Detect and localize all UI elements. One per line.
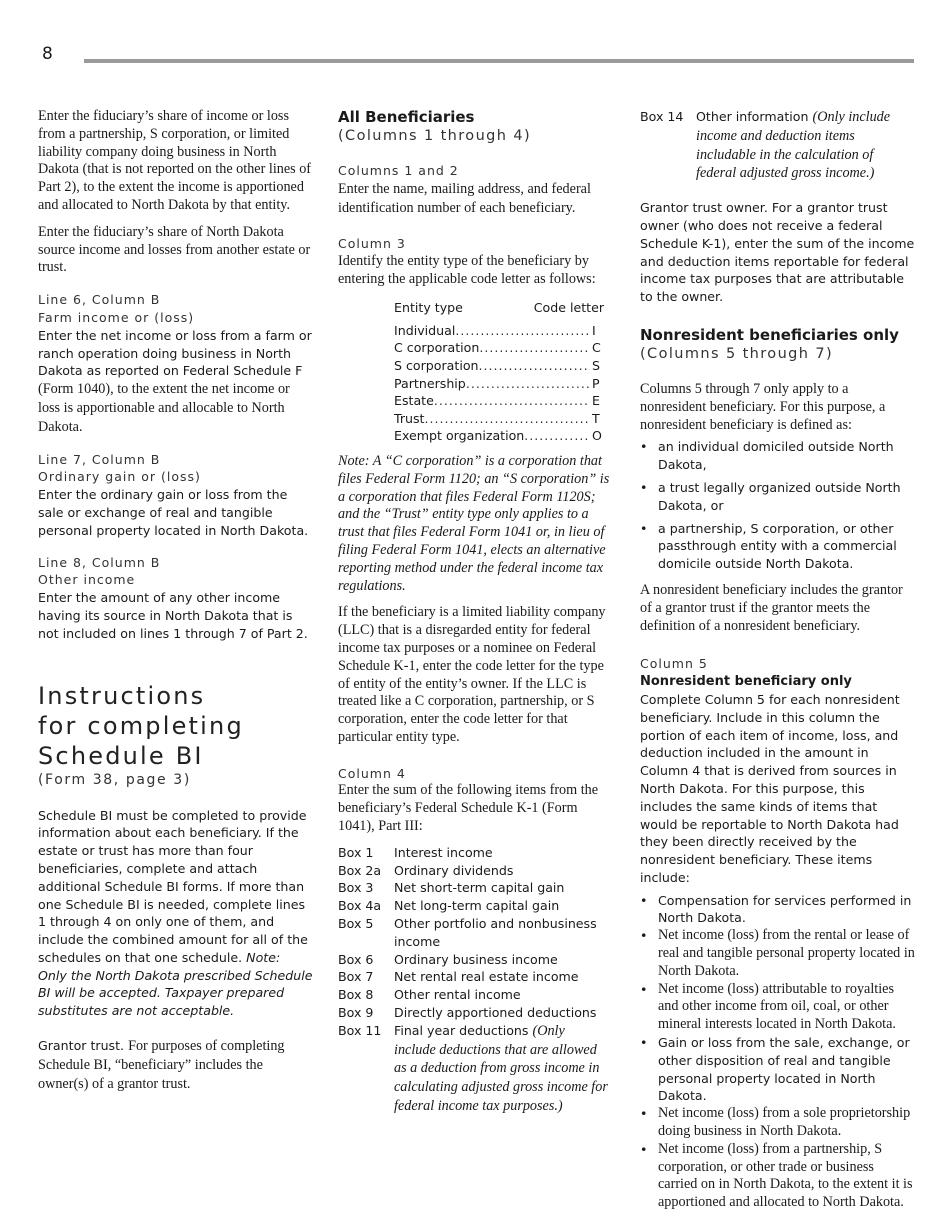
entity-row: Trust ..... T xyxy=(394,410,604,428)
line7-subtitle: Ordinary gain or (loss) xyxy=(38,469,201,485)
entity-row: Partnership ..... P xyxy=(394,375,604,393)
line8-label: Line 8, Column B xyxy=(38,554,161,570)
list-item: • Gain or loss from the sale, exchange, or other disposition of real and tangible personal property located in North Dakota. xyxy=(640,1034,915,1105)
list-item: • Net income (loss) from a partnership, S corporation, or other trade or business carried on in North Dakota, to the extent it is apportioned and allocated to North Dakota. xyxy=(640,1141,915,1212)
k1-box-row: Box 5 Other portfolio and nonbusiness income xyxy=(338,916,597,949)
k1-box-11-row: Box 11 Final year deductions (Only include deductions that are allowed as a deduction from gross income in calculating adjusted gross income for federal income tax purposes.) xyxy=(338,1022,608,1115)
line8-text: Enter the amount of any other income having its source in North Dakota that is not included on lines 1 through 7 of Part 2. xyxy=(38,590,308,641)
schedule-bi-paragraph: Schedule BI must be completed to provide information about each beneficiary. If the estate or trust has more than four beneficiaries, complete and attach additional Schedule BI forms. If more than one Schedule BI is needed, complete lines 1 through 4 on only one of them, and include the combined amount for all of the schedules on that one schedule. Note: Only the North Dakota prescribed Schedule BI will be accepted. Taxpayer prepared substitutes are not acceptable. xyxy=(38,807,313,1019)
nonresident-title: Nonresident beneficiaries only xyxy=(640,325,899,344)
code-letter-header: Code letter xyxy=(533,299,604,315)
line6-label: Line 6, Column B xyxy=(38,292,161,308)
k1-box-row: Box 8 Other rental income xyxy=(338,987,521,1003)
column-3-label: Column 3 xyxy=(338,236,406,252)
column-5-title: Nonresident beneficiary only xyxy=(640,674,852,690)
entity-row: Individual ..... I xyxy=(394,322,604,340)
line6-subtitle: Farm income or (loss) xyxy=(38,309,195,325)
grantor-nonresident-paragraph: A nonresident beneficiary includes the grantor of a grantor trust if the grantor meets the definition of a nonresident beneficiary. xyxy=(640,581,903,634)
k1-box-row: Box 7 Net rental real estate income xyxy=(338,969,579,985)
grantor-trust-owner-paragraph: Grantor trust owner. For a grantor trust owner (who does not receive a federal Schedule K-1), enter the sum of the income and deduction items reportable for federal income tax purposes that are attributable to the owner. xyxy=(640,200,915,305)
k1-box-list xyxy=(338,844,610,1116)
list-item: • an individual domiciled outside North Dakota, xyxy=(640,438,915,474)
entity-type-header: Entity type xyxy=(394,299,463,315)
column-3-text: Identify the entity type of the beneficiary by entering the applicable code letter as follows: xyxy=(338,253,596,287)
k1-box-row: Box 3 Net short-term capital gain xyxy=(338,880,565,896)
list-item: • Compensation for services performed in North Dakota. xyxy=(640,892,915,928)
grantor-trust-paragraph: Grantor trust. For purposes of completing Schedule BI, “beneficiary” includes the owner(s) of a grantor trust. xyxy=(38,1038,285,1092)
columns-1-2-label: Columns 1 and 2 xyxy=(338,163,459,178)
column-5-text: Complete Column 5 for each nonresident beneficiary. Include in this column the portion of each item of income, loss, and deduction included in the amount in Column 4 that is derived from sources in North Dakota. For this purpose, this includes the same kinds of items that would be reportable to North Dakota had they been directly received by the nonresident beneficiary. These items include: xyxy=(640,691,900,885)
column-4-text: Enter the sum of the following items from the beneficiary’s Federal Schedule K-1 (Form 1041), Part III: xyxy=(338,782,599,835)
list-item: • a partnership, S corporation, or other passthrough entity with a commercial domicile outside North Dakota. xyxy=(640,520,915,573)
list-item: • Net income (loss) from a sole proprietorship doing business in North Dakota. xyxy=(640,1105,915,1141)
instructions-form-ref: (Form 38, page 3) xyxy=(38,771,191,788)
entity-table-header xyxy=(394,299,604,317)
nonresident-intro: Columns 5 through 7 only apply to a nonresident beneficiary. For this purpose, a nonresident beneficiary is defined as: xyxy=(640,380,886,433)
k1-box-row: Box 1 Interest income xyxy=(338,844,493,860)
k1-box-row: Box 2a Ordinary dividends xyxy=(338,862,514,878)
all-beneficiaries-title: All Beneficiaries xyxy=(338,108,475,126)
list-item: • Net income (loss) from the rental or lease of real and tangible personal property located in North Dakota. xyxy=(640,927,915,980)
corporation-note: Note: A “C corporation” is a corporation that files Federal Form 1120; an “S corporation” is a corporation that files Federal Form 1120S; and the “Trust” entity type only applies to a trust that files Federal Form 1041 or, in lieu of filing Federal Form 1041, elects an alternative reporting method under the federal income tax regulations. xyxy=(338,452,610,594)
instructions-title-line1: Instructions xyxy=(38,681,206,710)
column-middle xyxy=(338,108,610,1116)
line7-label: Line 7, Column B xyxy=(38,451,161,467)
line6-text: Enter the net income or loss from a farm or ranch operation doing business in North Dakota as reported on Federal Schedule F (Form 1040), to the extent the net income or loss is apportionable and allocable to North Dakota. xyxy=(38,327,312,435)
column-4-label: Column 4 xyxy=(338,765,406,781)
instructions-title-line2: for completing xyxy=(38,711,244,740)
line8-subtitle: Other income xyxy=(38,572,136,588)
column-right xyxy=(640,108,915,1212)
nonresident-subtitle: (Columns 5 through 7) xyxy=(640,345,834,362)
k1-box-row: Box 9 Directly apportioned deductions xyxy=(338,1005,597,1021)
column-left xyxy=(38,108,313,1093)
nonresident-definition-list xyxy=(640,438,915,573)
instructions-title-line3: Schedule BI xyxy=(38,741,204,770)
entity-row: Exempt organization ..... O xyxy=(394,427,604,445)
all-beneficiaries-subtitle: (Columns 1 through 4) xyxy=(338,128,532,144)
estate-trust-paragraph: Enter the fiduciary’s share of North Dakota source income and losses from another estate or trust. xyxy=(38,223,311,276)
line7-text: Enter the ordinary gain or loss from the sale or exchange of real and tangible personal property located in North Dakota. xyxy=(38,487,309,538)
partnership-paragraph: Enter the fiduciary’s share of income or loss from a partnership, S corporation, or limited liability company doing business in North Dakota (that is not reported on the other lines of Part 2), to the extent the income is apportioned and allocated to North Dakota by that entity. xyxy=(38,108,312,213)
columns-1-2-text: Enter the name, mailing address, and federal identification number of each beneficiary. xyxy=(338,180,591,216)
north-dakota-items-list xyxy=(640,892,915,1212)
entity-row: S corporation ..... S xyxy=(394,357,604,375)
k1-box-14-row: Box 14 Other information (Only include income and deduction items includable in the calculation of federal adjusted gross income.) xyxy=(640,109,891,182)
list-item: • Net income (loss) attributable to royalties and other income from oil, coal, or other mineral interests located in North Dakota. xyxy=(640,981,915,1034)
column-5-label: Column 5 xyxy=(640,656,708,672)
k1-box-row: Box 6 Ordinary business income xyxy=(338,951,558,967)
k1-box-row: Box 4a Net long-term capital gain xyxy=(338,898,560,914)
entity-type-table xyxy=(394,299,604,445)
entity-row: C corporation ..... C xyxy=(394,339,604,357)
list-item: • a trust legally organized outside North Dakota, or xyxy=(640,479,915,515)
entity-row: Estate ..... E xyxy=(394,392,604,410)
page-number: 8 xyxy=(42,44,53,64)
header-rule xyxy=(84,59,914,63)
llc-paragraph: If the beneficiary is a limited liability company (LLC) that is a disregarded entity for federal income tax purposes or a nominee on Federal Schedule K-1, enter the code letter for the type of entity of the entity’s owner. If the LLC is treated like a C corporation, partnership, or S corporation, enter the code letter for that particular entity type. xyxy=(338,604,606,745)
